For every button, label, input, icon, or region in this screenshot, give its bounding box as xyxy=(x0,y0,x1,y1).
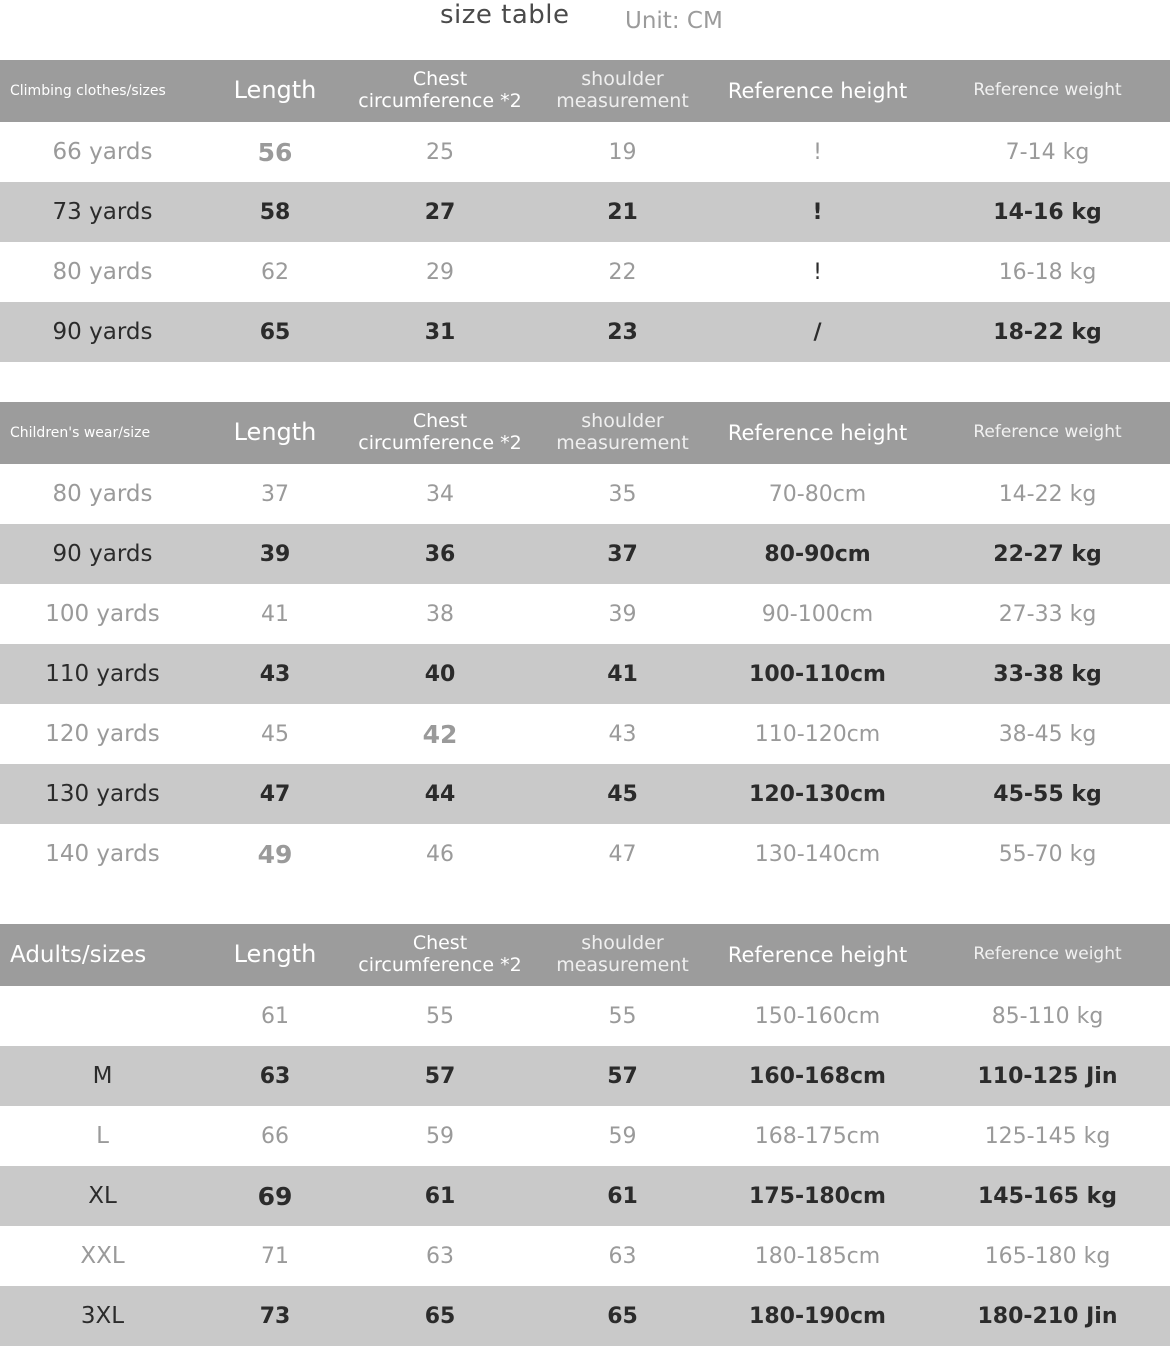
cell-height: 150-160cm xyxy=(710,986,925,1046)
table-spacer xyxy=(0,362,1170,402)
cell-shoulder: 65 xyxy=(535,1286,710,1346)
cell-size: 110 yards xyxy=(0,644,205,704)
column-header-weight: Reference weight xyxy=(925,402,1170,464)
cell-shoulder: 35 xyxy=(535,464,710,524)
cell-weight: 18-22 kg xyxy=(925,302,1170,362)
column-header-size: Climbing clothes/sizes xyxy=(0,60,205,122)
table-row xyxy=(0,464,1170,524)
cell-height: ! xyxy=(710,122,925,182)
cell-weight: 145-165 kg xyxy=(925,1166,1170,1226)
cell-height: 80-90cm xyxy=(710,524,925,584)
table-row xyxy=(0,986,1170,1046)
column-header-length: Length xyxy=(205,924,345,986)
column-header-chest: Chest circumference *2 xyxy=(345,402,535,464)
cell-shoulder: 57 xyxy=(535,1046,710,1106)
cell-chest: 25 xyxy=(345,122,535,182)
cell-chest: 42 xyxy=(345,704,535,764)
table-header-row xyxy=(0,60,1170,122)
cell-length: 62 xyxy=(205,242,345,302)
cell-shoulder: 47 xyxy=(535,824,710,884)
cell-size: L xyxy=(0,1106,205,1166)
cell-chest: 44 xyxy=(345,764,535,824)
cell-chest: 29 xyxy=(345,242,535,302)
cell-length: 49 xyxy=(205,824,345,884)
cell-weight: 16-18 kg xyxy=(925,242,1170,302)
cell-chest: 65 xyxy=(345,1286,535,1346)
table-row xyxy=(0,1286,1170,1346)
cell-size: 140 yards xyxy=(0,824,205,884)
cell-height: 175-180cm xyxy=(710,1166,925,1226)
table-row xyxy=(0,302,1170,362)
table-row xyxy=(0,584,1170,644)
cell-shoulder: 43 xyxy=(535,704,710,764)
cell-chest: 31 xyxy=(345,302,535,362)
cell-length: 58 xyxy=(205,182,345,242)
cell-weight: 22-27 kg xyxy=(925,524,1170,584)
column-header-weight: Reference weight xyxy=(925,60,1170,122)
cell-height: 180-185cm xyxy=(710,1226,925,1286)
cell-height: 168-175cm xyxy=(710,1106,925,1166)
cell-shoulder: 59 xyxy=(535,1106,710,1166)
table-climbing-clothes xyxy=(0,60,1170,362)
table-header-row xyxy=(0,402,1170,464)
cell-length: 65 xyxy=(205,302,345,362)
column-header-size: Adults/sizes xyxy=(0,924,205,986)
cell-chest: 27 xyxy=(345,182,535,242)
cell-size: 80 yards xyxy=(0,242,205,302)
cell-chest: 57 xyxy=(345,1046,535,1106)
column-header-length: Length xyxy=(205,402,345,464)
cell-length: 69 xyxy=(205,1166,345,1226)
column-header-shoulder: shoulder measurement xyxy=(535,924,710,986)
cell-weight: 45-55 kg xyxy=(925,764,1170,824)
unit-label: Unit: CM xyxy=(625,8,723,34)
cell-shoulder: 22 xyxy=(535,242,710,302)
cell-size: 130 yards xyxy=(0,764,205,824)
document-header xyxy=(0,0,1170,60)
cell-weight: 38-45 kg xyxy=(925,704,1170,764)
cell-weight: 33-38 kg xyxy=(925,644,1170,704)
cell-height: 130-140cm xyxy=(710,824,925,884)
column-header-shoulder: shoulder measurement xyxy=(535,60,710,122)
cell-length: 73 xyxy=(205,1286,345,1346)
cell-length: 61 xyxy=(205,986,345,1046)
cell-chest: 40 xyxy=(345,644,535,704)
table-row xyxy=(0,704,1170,764)
table-row xyxy=(0,1226,1170,1286)
column-header-height: Reference height xyxy=(710,60,925,122)
cell-weight: 7-14 kg xyxy=(925,122,1170,182)
cell-size: XXL xyxy=(0,1226,205,1286)
cell-size: 100 yards xyxy=(0,584,205,644)
table-childrens-wear xyxy=(0,402,1170,884)
column-header-length: Length xyxy=(205,60,345,122)
cell-height: 160-168cm xyxy=(710,1046,925,1106)
table-row xyxy=(0,122,1170,182)
table-row xyxy=(0,764,1170,824)
cell-length: 63 xyxy=(205,1046,345,1106)
cell-height: 110-120cm xyxy=(710,704,925,764)
cell-weight: 110-125 Jin xyxy=(925,1046,1170,1106)
table-row xyxy=(0,182,1170,242)
cell-length: 66 xyxy=(205,1106,345,1166)
table-row xyxy=(0,524,1170,584)
cell-chest: 36 xyxy=(345,524,535,584)
cell-chest: 46 xyxy=(345,824,535,884)
cell-length: 39 xyxy=(205,524,345,584)
table-header-row xyxy=(0,924,1170,986)
cell-height: 90-100cm xyxy=(710,584,925,644)
cell-height: 180-190cm xyxy=(710,1286,925,1346)
cell-size: 66 yards xyxy=(0,122,205,182)
table-row xyxy=(0,242,1170,302)
cell-length: 41 xyxy=(205,584,345,644)
cell-shoulder: 23 xyxy=(535,302,710,362)
cell-length: 45 xyxy=(205,704,345,764)
cell-shoulder: 21 xyxy=(535,182,710,242)
cell-chest: 38 xyxy=(345,584,535,644)
cell-weight: 27-33 kg xyxy=(925,584,1170,644)
cell-weight: 180-210 Jin xyxy=(925,1286,1170,1346)
cell-size: 73 yards xyxy=(0,182,205,242)
cell-shoulder: 45 xyxy=(535,764,710,824)
cell-shoulder: 37 xyxy=(535,524,710,584)
cell-weight: 55-70 kg xyxy=(925,824,1170,884)
column-header-height: Reference height xyxy=(710,924,925,986)
cell-size xyxy=(0,986,205,1046)
cell-length: 47 xyxy=(205,764,345,824)
cell-size: M xyxy=(0,1046,205,1106)
cell-height: 120-130cm xyxy=(710,764,925,824)
cell-height: 100-110cm xyxy=(710,644,925,704)
cell-shoulder: 61 xyxy=(535,1166,710,1226)
cell-shoulder: 19 xyxy=(535,122,710,182)
cell-shoulder: 41 xyxy=(535,644,710,704)
cell-weight: 85-110 kg xyxy=(925,986,1170,1046)
column-header-height: Reference height xyxy=(710,402,925,464)
column-header-chest: Chest circumference *2 xyxy=(345,60,535,122)
column-header-shoulder: shoulder measurement xyxy=(535,402,710,464)
cell-length: 71 xyxy=(205,1226,345,1286)
cell-chest: 59 xyxy=(345,1106,535,1166)
cell-height: ! xyxy=(710,182,925,242)
cell-shoulder: 39 xyxy=(535,584,710,644)
table-row xyxy=(0,1106,1170,1166)
cell-size: 120 yards xyxy=(0,704,205,764)
cell-size: 90 yards xyxy=(0,302,205,362)
cell-length: 56 xyxy=(205,122,345,182)
table-row xyxy=(0,824,1170,884)
cell-size: 80 yards xyxy=(0,464,205,524)
cell-chest: 63 xyxy=(345,1226,535,1286)
cell-length: 43 xyxy=(205,644,345,704)
page-title: size table xyxy=(440,0,570,30)
cell-weight: 14-22 kg xyxy=(925,464,1170,524)
column-header-chest: Chest circumference *2 xyxy=(345,924,535,986)
table-row xyxy=(0,1166,1170,1226)
cell-chest: 61 xyxy=(345,1166,535,1226)
cell-size: 3XL xyxy=(0,1286,205,1346)
cell-size: XL xyxy=(0,1166,205,1226)
cell-length: 37 xyxy=(205,464,345,524)
table-spacer xyxy=(0,884,1170,924)
cell-size: 90 yards xyxy=(0,524,205,584)
cell-height: / xyxy=(710,302,925,362)
cell-chest: 55 xyxy=(345,986,535,1046)
cell-shoulder: 63 xyxy=(535,1226,710,1286)
cell-chest: 34 xyxy=(345,464,535,524)
cell-weight: 165-180 kg xyxy=(925,1226,1170,1286)
table-row xyxy=(0,644,1170,704)
table-row xyxy=(0,1046,1170,1106)
cell-weight: 125-145 kg xyxy=(925,1106,1170,1166)
cell-shoulder: 55 xyxy=(535,986,710,1046)
column-header-size: Children's wear/size xyxy=(0,402,205,464)
table-adults xyxy=(0,924,1170,1346)
column-header-weight: Reference weight xyxy=(925,924,1170,986)
cell-height: ! xyxy=(710,242,925,302)
cell-height: 70-80cm xyxy=(710,464,925,524)
cell-weight: 14-16 kg xyxy=(925,182,1170,242)
